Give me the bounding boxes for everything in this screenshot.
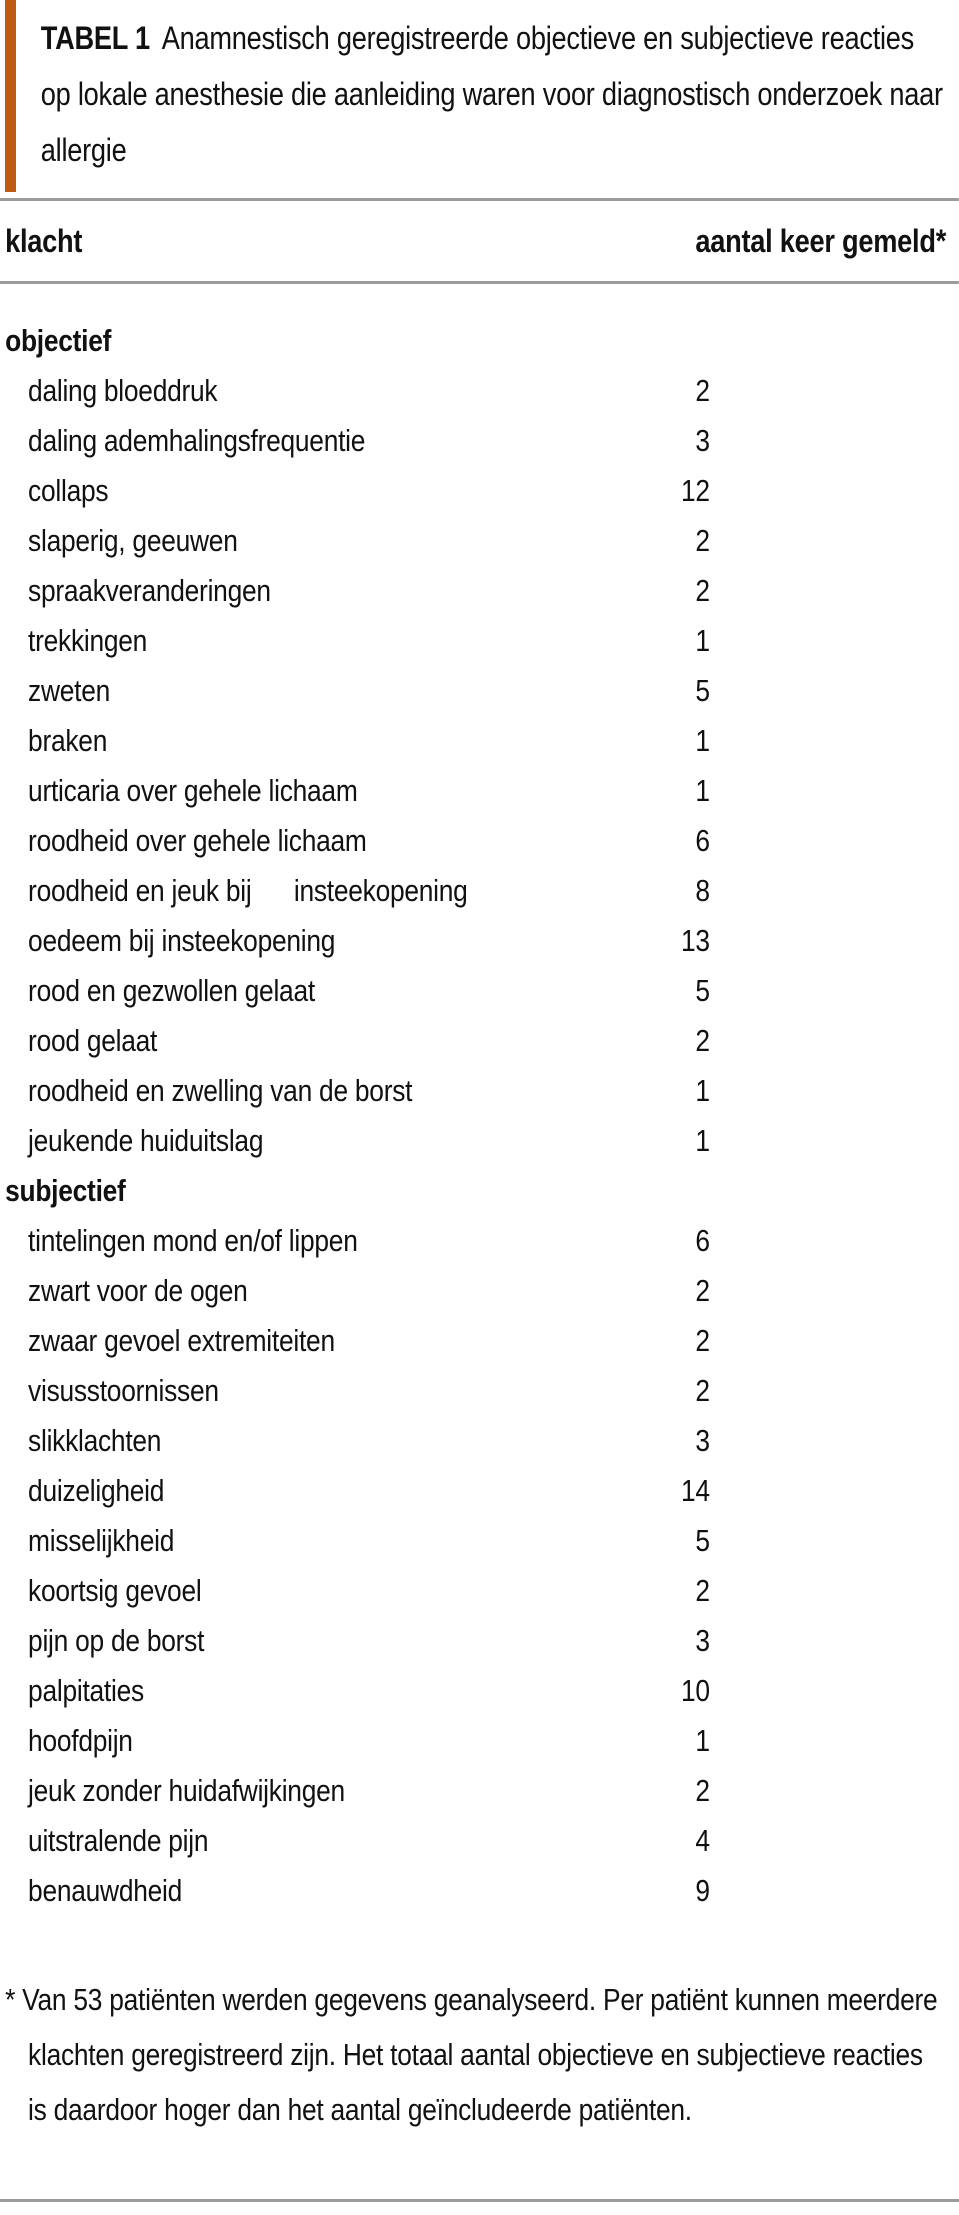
table-row (0, 1116, 959, 1166)
table-number-label: TABEL 1 (40, 20, 150, 56)
row-label: benauwdheid (28, 1873, 183, 1908)
row-label: slikklachten (28, 1423, 162, 1458)
row-value: 3 (695, 1623, 710, 1658)
row-value: 1 (695, 1723, 710, 1758)
table-row (0, 616, 959, 666)
table-row (0, 1816, 959, 1866)
table-footnote: * Van 53 patiënten werden gegevens geanalyseerd. Per patiënt kunnen meerdere klachten geregistreerd zijn. Het totaal aantal objectieve en subjectieve reacties is daardoor hoger dan het aantal geïncludeerde patiënten. (5, 1982, 938, 2127)
row-value: 10 (680, 1673, 710, 1708)
row-label: roodheid en zwelling van de borst (28, 1073, 413, 1108)
table-row (0, 1466, 959, 1516)
row-label: pijn op de borst (28, 1623, 205, 1658)
table-row (0, 516, 959, 566)
row-value: 8 (695, 873, 710, 908)
row-value: 2 (695, 1023, 710, 1058)
row-label: duizeligheid (28, 1473, 165, 1508)
row-value: 1 (695, 723, 710, 758)
row-value: 4 (695, 1823, 710, 1858)
row-label: uitstralende pijn (28, 1823, 209, 1858)
row-value: 1 (695, 773, 710, 808)
row-value: 9 (695, 1873, 710, 1908)
row-value: 1 (695, 623, 710, 658)
row-label: palpitaties (28, 1673, 144, 1708)
table-row (0, 566, 959, 616)
row-label: slaperig, geeuwen (28, 523, 238, 558)
row-label: jeukende huiduitslag (28, 1123, 264, 1158)
row-value: 2 (695, 373, 710, 408)
row-label: rood gelaat (28, 1023, 158, 1058)
table-row (0, 966, 959, 1016)
row-label: hoofdpijn (28, 1723, 133, 1758)
table-row (0, 1666, 959, 1716)
row-value: 14 (680, 1473, 710, 1508)
table-row (0, 1866, 959, 1916)
row-value: 3 (695, 423, 710, 458)
row-label: trekkingen (28, 623, 148, 658)
table-row (0, 416, 959, 466)
row-value: 5 (695, 673, 710, 708)
table-row (0, 1366, 959, 1416)
table-row (0, 766, 959, 816)
row-label: zwart voor de ogen (28, 1273, 248, 1308)
row-label: zwaar gevoel extremiteiten (28, 1323, 335, 1358)
table-body (0, 284, 959, 1916)
row-value: 6 (695, 1223, 710, 1258)
row-label: visusstoornissen (28, 1373, 219, 1408)
table-row (0, 366, 959, 416)
row-value: 12 (680, 473, 710, 508)
table-row (0, 916, 959, 966)
table-row (0, 1766, 959, 1816)
row-value: 2 (695, 573, 710, 608)
section-header: subjectief (5, 1173, 126, 1208)
table-row (0, 866, 959, 916)
column-header-aantal: aantal keer gemeld* (695, 222, 947, 259)
table-row (0, 466, 959, 516)
row-label: braken (28, 723, 108, 758)
table-row (0, 716, 959, 766)
row-value: 2 (695, 1323, 710, 1358)
row-label: spraakveranderingen (28, 573, 271, 608)
table-row (0, 1266, 959, 1316)
section-header: objectief (5, 323, 112, 358)
table-row (0, 1216, 959, 1266)
row-label: daling bloeddruk (28, 373, 218, 408)
column-header-klacht: klacht (5, 222, 83, 259)
row-value: 2 (695, 1273, 710, 1308)
row-label: urticaria over gehele lichaam (28, 773, 358, 808)
row-value: 13 (680, 923, 710, 958)
table-row (0, 1716, 959, 1766)
row-value: 2 (695, 523, 710, 558)
table-row (0, 1016, 959, 1066)
row-value: 5 (695, 973, 710, 1008)
row-label: roodheid over gehele lichaam (28, 823, 367, 858)
row-value: 1 (695, 1123, 710, 1158)
table-row (0, 1566, 959, 1616)
table-row (0, 1316, 959, 1366)
table-title: Anamnestisch geregistreerde objectieve en subjectieve reacties op lokale anesthesie die aanleiding waren voor diagnostisch onderzoek naar allergie (40, 20, 943, 168)
row-value: 2 (695, 1573, 710, 1608)
row-value: 2 (695, 1373, 710, 1408)
table-row (0, 666, 959, 716)
table-row (0, 1616, 959, 1666)
table-row (0, 1516, 959, 1566)
table-row (0, 1416, 959, 1466)
row-value: 6 (695, 823, 710, 858)
column-header-row (0, 201, 959, 281)
bottom-divider (0, 2199, 959, 2202)
row-label: oedeem bij insteekopening (28, 923, 336, 958)
row-label: misselijkheid (28, 1523, 175, 1558)
row-value: 5 (695, 1523, 710, 1558)
table-row (0, 1066, 959, 1116)
row-value: 1 (695, 1073, 710, 1108)
row-label: koortsig gevoel (28, 1573, 202, 1608)
row-label: tintelingen mond en/of lippen (28, 1223, 358, 1258)
row-label: collaps (28, 473, 109, 508)
row-value: 3 (695, 1423, 710, 1458)
row-label: rood en gezwollen gelaat (28, 973, 315, 1008)
table-caption (0, 0, 959, 178)
row-label: daling ademhalingsfrequentie (28, 423, 366, 458)
row-label: jeuk zonder huidafwijkingen (28, 1773, 345, 1808)
row-label: roodheid en jeuk bij insteekopening (28, 873, 468, 908)
row-label: zweten (28, 673, 111, 708)
table-row (0, 816, 959, 866)
row-value: 2 (695, 1773, 710, 1808)
